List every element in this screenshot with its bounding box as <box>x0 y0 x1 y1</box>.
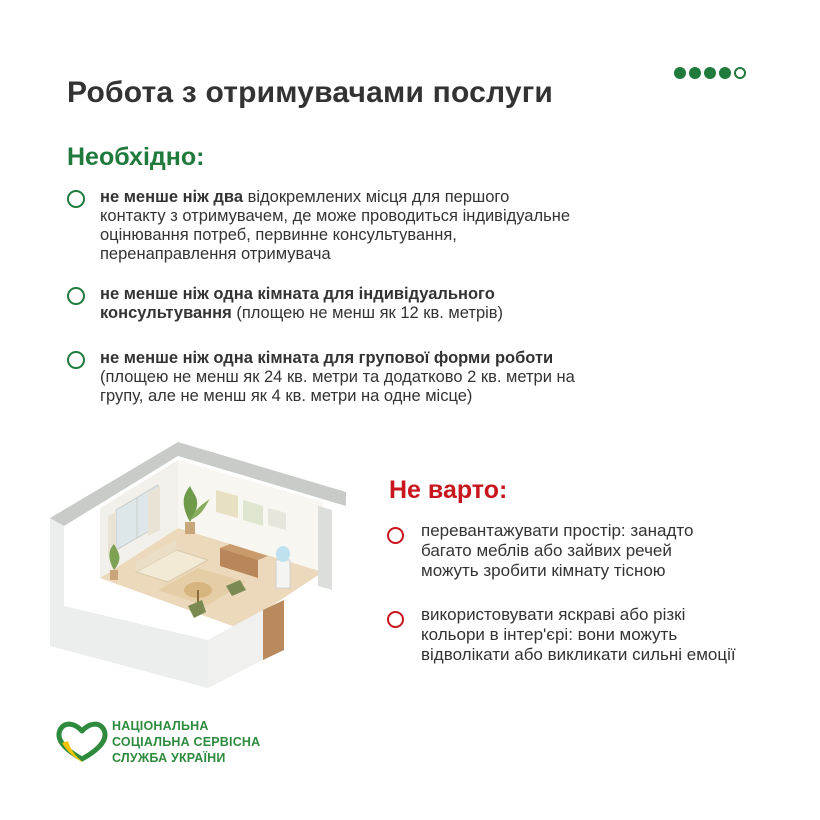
nssu-logo <box>54 718 260 766</box>
logo-line: СОЦІАЛЬНА СЕРВІСНА <box>112 735 261 749</box>
logo-text <box>112 718 260 766</box>
page-title: Робота з отримувачами послуги <box>67 76 554 109</box>
room-illustration <box>48 440 348 690</box>
need-item-1-line: перенаправлення отримувача <box>100 245 331 263</box>
curtain <box>148 486 160 536</box>
progress-dot-4 <box>719 67 731 79</box>
progress-dot-2 <box>689 67 701 79</box>
heart-logo-icon <box>54 719 110 765</box>
need-item-1-rest: відокремлених місця для першого <box>243 188 510 206</box>
avoid-item-1-line: можуть зробити кімнату тісною <box>421 561 666 580</box>
need-item-1-bold: не менше ніж два <box>100 188 243 206</box>
progress-dot-1 <box>674 67 686 79</box>
red-circle-icon <box>387 527 404 544</box>
need-item-3-text <box>100 349 690 406</box>
avoid-item-2-line: використовувати яскраві або різкі <box>421 605 686 624</box>
slide-progress-indicator <box>674 67 746 79</box>
progress-dot-5 <box>734 67 746 79</box>
plant-pot <box>110 570 118 580</box>
need-heading: Необхідно: <box>67 143 205 171</box>
logo-line: СЛУЖБА УКРАЇНИ <box>112 751 226 765</box>
progress-dot-3 <box>704 67 716 79</box>
red-circle-icon <box>387 611 404 628</box>
room-right-wall <box>318 506 332 590</box>
door <box>263 600 284 660</box>
need-item-2-bold: не менше ніж одна кімната для індивідуального <box>100 285 495 303</box>
logo-line: НАЦІОНАЛЬНА <box>112 719 209 733</box>
water-cooler <box>276 560 290 588</box>
plant-pot <box>185 522 195 534</box>
need-item-1-text <box>100 188 690 264</box>
need-item-2-rest: (площею не менш як 12 кв. метрів) <box>231 304 504 322</box>
need-item-3-line: (площею не менш як 24 кв. метри та додатково 2 кв. метри на <box>100 368 575 386</box>
green-circle-icon <box>67 351 85 369</box>
avoid-item-2-line: відволікати або викликати сильні емоції <box>421 645 736 664</box>
avoid-item-2-text <box>421 605 811 665</box>
need-item-3-line: групу, але не менш як 4 кв. метри на одне місце) <box>100 387 473 405</box>
need-item-2-bold: консультування <box>100 304 232 322</box>
need-item-3-bold: не менше ніж одна кімната для групової форми роботи <box>100 349 554 367</box>
water-bottle <box>276 546 290 562</box>
avoid-heading: Не варто: <box>389 476 508 504</box>
need-item-1-line: контакту з отримувачем, де може проводиться індивідуальне <box>100 207 571 225</box>
avoid-item-1-text <box>421 521 811 581</box>
green-circle-icon <box>67 287 85 305</box>
avoid-item-1-line: перевантажувати простір: занадто <box>421 521 694 540</box>
green-circle-icon <box>67 190 85 208</box>
avoid-item-1-line: багато меблів або зайвих речей <box>421 541 672 560</box>
avoid-item-2-line: кольори в інтер'єрі: вони можуть <box>421 625 678 644</box>
need-item-1-line: оцінювання потреб, первинне консультування, <box>100 226 457 244</box>
need-item-2-text <box>100 285 690 323</box>
